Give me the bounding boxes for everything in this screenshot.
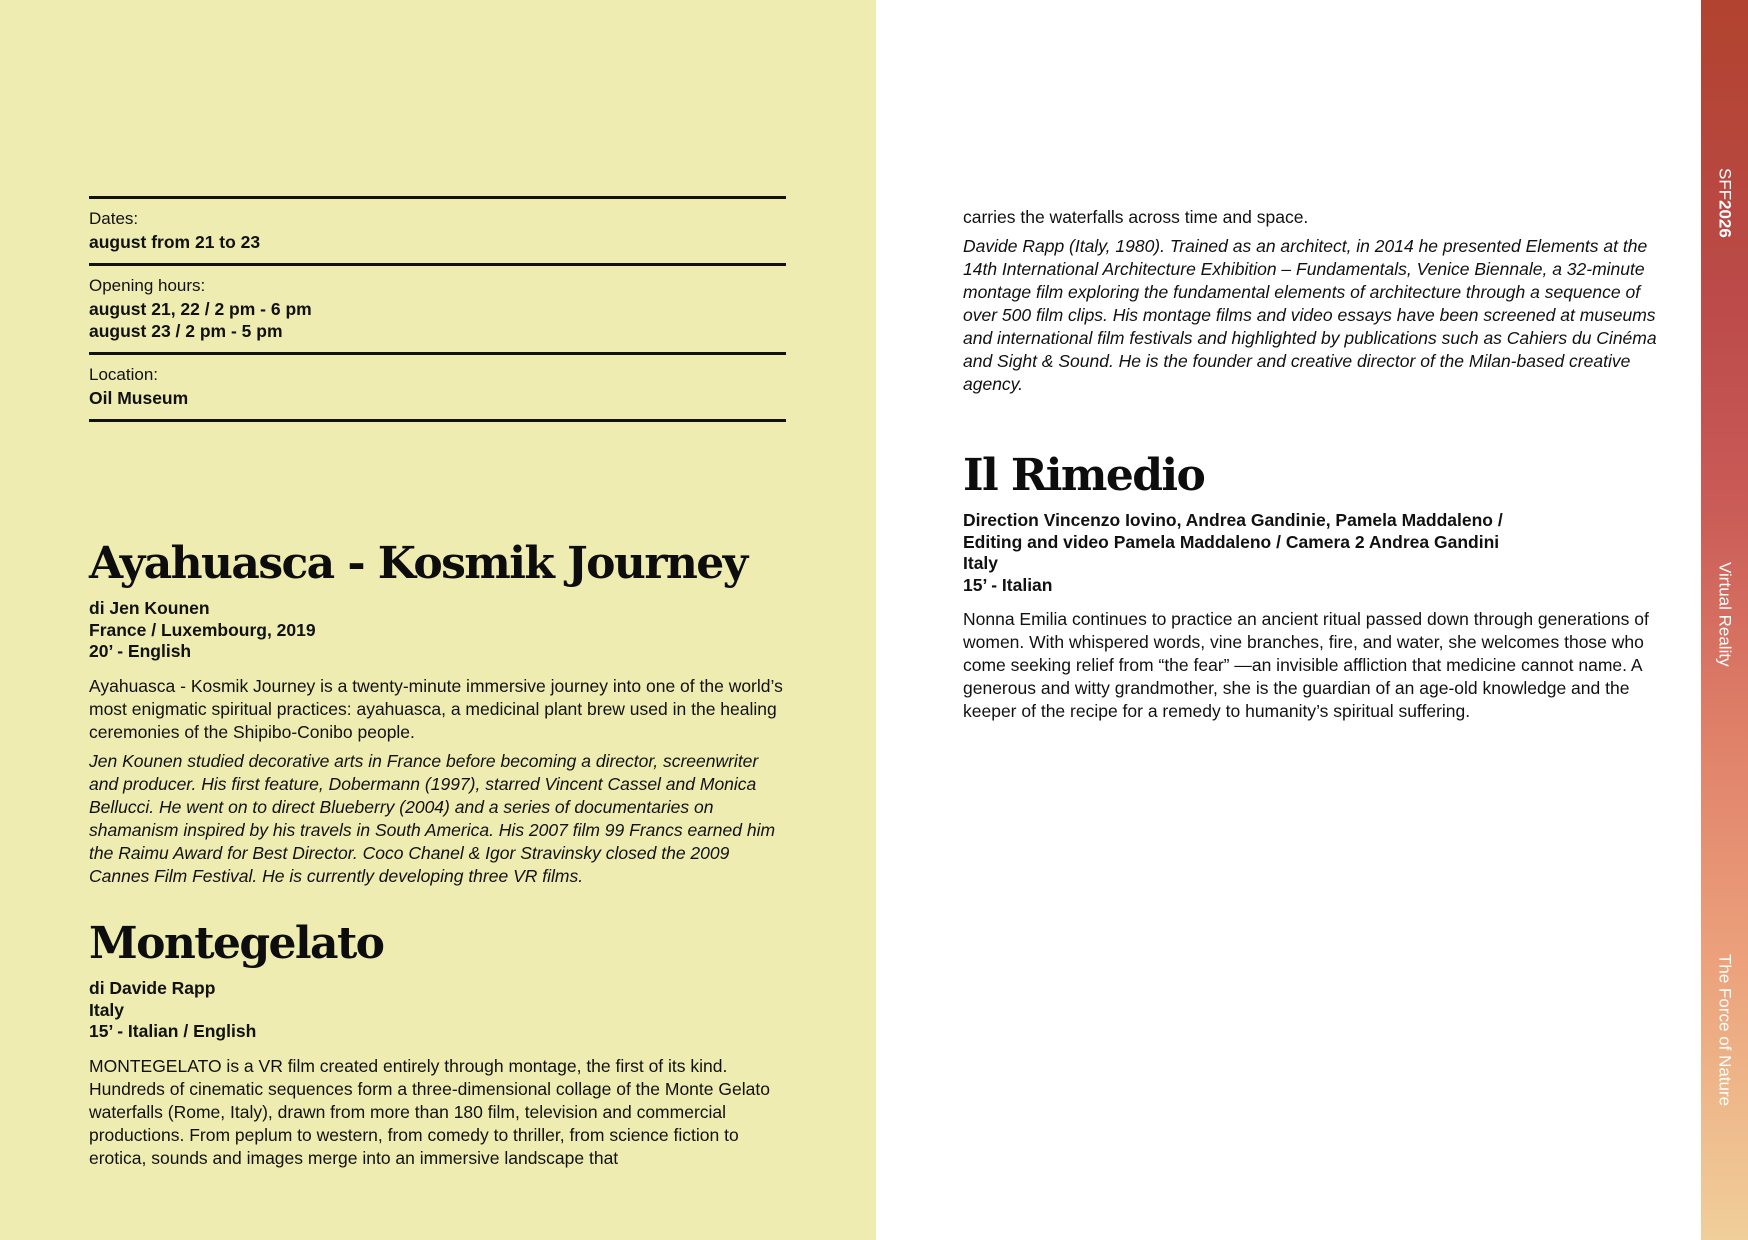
location-label: Location: xyxy=(89,365,158,384)
film-montegelato xyxy=(89,918,789,1170)
section-side-band xyxy=(1701,0,1748,1240)
director-bio: Davide Rapp (Italy, 1980). Trained as an architect, in 2014 he presented Elements at the 14th International Architecture Exhibition – Fundamentals, Venice Biennale, a 32-minute montage film exploring the fundamental elements of architecture through a sequence of over 500 film clips. His montage films and video essays have been screened at museums and international film festivals and highlighted by publications such as Cahiers du Cinéma and Sight & Sound. He is the founder and creative director of the Milan-based creative agency. xyxy=(963,236,1657,394)
film-synopsis: MONTEGELATO is a VR film created entirely through montage, the first of its kind. Hundreds of cinematic sequences form a three-dimensional collage of the Monte Gelato waterfalls (Rome, Italy), drawn from more than 180 film, television and commercial productions. From peplum to western, from comedy to thriller, from science fiction to erotica, sounds and images merge into an immersive landscape that xyxy=(89,1055,770,1168)
film-title: Il Rimedio xyxy=(963,450,1205,501)
info-location xyxy=(89,355,786,422)
hours-value-1: august 21, 22 / 2 pm - 6 pm xyxy=(89,299,312,319)
side-label-edition-year: 2026 xyxy=(1715,200,1735,238)
film-synopsis: Nonna Emilia continues to practice an ancient ritual passed down through generations of women. With whispered words, vine branches, fire, and water, she welcomes those who come seeking relief from “the fear” —an invisible affliction that medicine cannot name. A generous and witty grandmother, she is the guardian of an age-old knowledge and the keeper of the recipe for a remedy to humanity’s spiritual suffering. xyxy=(963,609,1649,721)
film-country: Italy xyxy=(89,999,125,1020)
director-bio: Jen Kounen studied decorative arts in France before becoming a director, screenwriter and producer. His first feature, Dobermann (1997), starred Vincent Cassel and Monica Bellucci. He went on to direct Blueberry (2004) and a series of documentaries on shamanism inspired by his travels in South America. His 2007 film 99 Francs earned him the Raimu Award for Best Director. Coco Chanel & Igor Stravinsky closed the 2009 Cannes Film Festival. He is currently developing three VR films. xyxy=(89,750,776,886)
film-title: Ayahuasca - Kosmik Journey xyxy=(89,538,747,589)
side-label-edition-prefix: SFF xyxy=(1715,168,1735,201)
film-title: Montegelato xyxy=(89,918,384,969)
film-duration-language: 20’ - English xyxy=(89,641,192,661)
side-label-edition xyxy=(1701,168,1748,238)
film-director: di Davide Rapp xyxy=(89,978,216,998)
film-credits-line-2: Editing and video Pamela Maddaleno / Camera 2 Andrea Gandini xyxy=(963,531,1500,552)
film-il-rimedio xyxy=(963,450,1663,723)
film-montegelato-continued xyxy=(963,206,1663,396)
info-hours xyxy=(89,266,786,355)
side-label-theme: The Force of Nature xyxy=(1715,954,1735,1107)
film-country-year: France / Luxembourg, 2019 xyxy=(89,619,316,640)
side-label-section: Virtual Reality xyxy=(1715,562,1735,667)
film-credits-line-1: Direction Vincenzo Iovino, Andrea Gandinie, Pamela Maddaleno / xyxy=(963,510,1503,530)
film-duration-language: 15’ - Italian / English xyxy=(89,1021,257,1041)
film-director: di Jen Kounen xyxy=(89,598,210,618)
dates-label: Dates: xyxy=(89,209,139,228)
film-synopsis: Ayahuasca - Kosmik Journey is a twenty-minute immersive journey into one of the world’s most enigmatic spiritual practices: ayahuasca, a medicinal plant brew used in the healing ceremonies of the Shipibo-Conibo people. xyxy=(89,675,783,742)
hours-value-2: august 23 / 2 pm - 5 pm xyxy=(89,321,283,341)
hours-label: Opening hours: xyxy=(89,276,206,295)
info-dates xyxy=(89,199,786,266)
film-country: Italy xyxy=(963,553,999,573)
dates-value: august from 21 to 23 xyxy=(89,232,261,252)
film-duration-language: 15’ - Italian xyxy=(963,574,1053,595)
film-synopsis-continued: carries the waterfalls across time and space. xyxy=(963,207,1309,227)
location-value: Oil Museum xyxy=(89,388,189,408)
event-info xyxy=(89,196,786,422)
film-ayahuasca xyxy=(89,538,789,888)
